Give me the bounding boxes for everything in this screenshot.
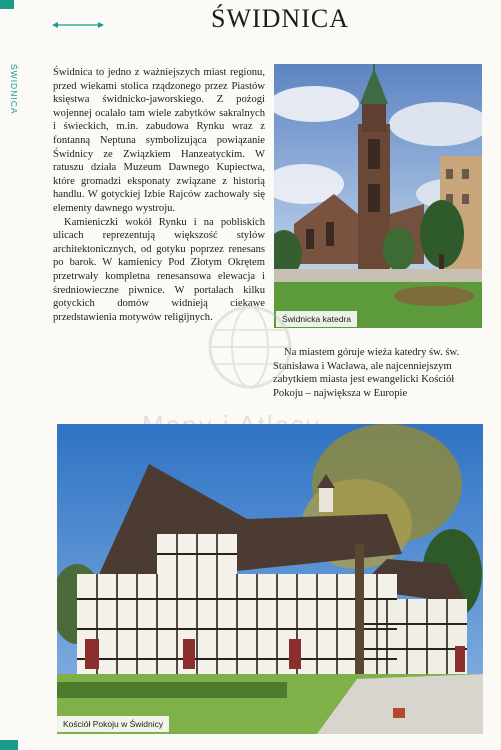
- cathedral-photo: [274, 64, 482, 328]
- corner-accent-mark: [0, 0, 14, 9]
- double-arrow-icon: [52, 21, 104, 29]
- left-text-column: [53, 66, 265, 324]
- bottom-accent-mark: [0, 740, 18, 750]
- peace-church-caption: Kościół Pokoju w Świdnicy: [57, 716, 169, 732]
- side-section-label: ŚWIDNICA: [9, 64, 19, 115]
- paragraph-townhouses: Kamieniczki wokół Rynku i na pobliskich ulicach reprezentują większość stylów architektonicznych, od gotyku poprzez renesans po barok. W kamienicy Pod Złotym Okrętem przetrwały kompletna renesansowa elewacja i średniowieczne piwnice. W portalach kilku gotyckich domów widnieją ciekawe przedstawienia motywów religijnych.: [53, 216, 265, 323]
- cathedral-caption: Świdnicka katedra: [276, 311, 357, 327]
- page-title: ŚWIDNICA: [211, 4, 349, 33]
- peace-church-photo: [57, 424, 483, 734]
- watermark-globe-icon: [205, 302, 295, 392]
- paragraph-intro: Świdnica to jedno z ważniejszych miast regionu, przed wiekami stolica rządzonego przez Piastów księstwa świdnicko-jaworskiego. Z pożogi wojennej ocalało tam wiele zabytków sakralnych i świeckich, m.in. zabudowa Rynku wraz z fontanną Neptuna symbolizująca powiązanie Świdnicy ze Związkiem Hanzeatyckim. W ratuszu działa Muzeum Dawnego Kupiectwa, które gromadzi eksponaty związane z historią handlu. W gotyckiej Izbie Rajców zachowały się elementy dawnego wystroju.: [53, 67, 265, 214]
- right-text-column: [273, 346, 485, 400]
- paragraph-cathedral: Na miastem góruje wieża katedry św. św. Stanisława i Wacława, ale najcenniejszym zabytkiem miasta jest ewangelicki Kościół Pokoju – największa w Europie: [273, 347, 460, 399]
